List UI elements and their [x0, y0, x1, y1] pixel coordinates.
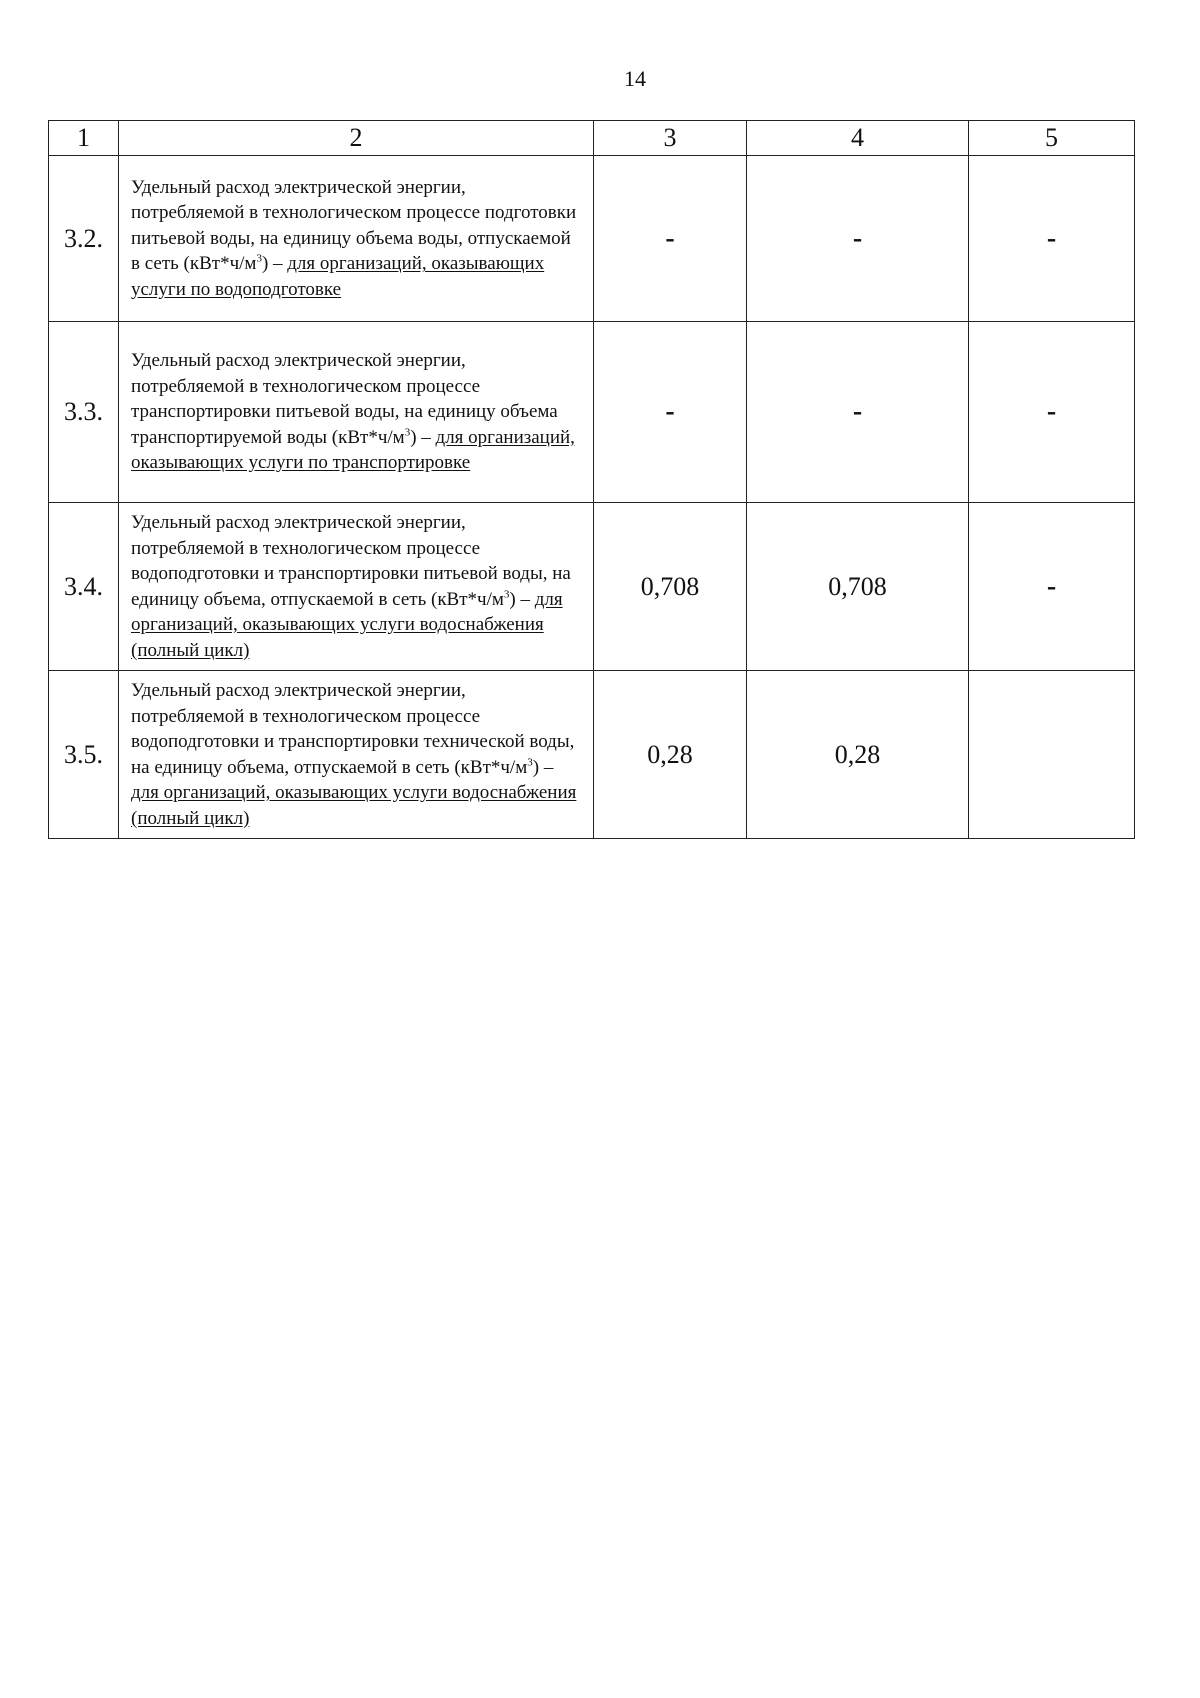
row-value-col5 [969, 671, 1135, 839]
row-value-col3: - [594, 156, 747, 322]
row-value-col5: - [969, 322, 1135, 503]
page-number: 14 [624, 66, 646, 91]
row-value-col4: - [747, 322, 969, 503]
header-cell-3: 3 [594, 121, 747, 156]
row-description: Удельный расход электрической энергии, потребляемой в технологическом процессе подготовки питьевой воды, на единицу объема воды, отпускаемой в сеть $(кВт*ч/м^3)$ – для организаций, оказывающих услуги по водоподготовке [119, 156, 594, 322]
indicators-table [48, 120, 1135, 839]
row-number: 3.4. [49, 503, 119, 671]
row-value-col3: 0,708 [594, 503, 747, 671]
header-cell-4: 4 [747, 121, 969, 156]
header-row [49, 121, 1135, 156]
row-number: 3.3. [49, 322, 119, 503]
table-row [49, 156, 1135, 322]
header-cell-1: 1 [49, 121, 119, 156]
row-value-col3: 0,28 [594, 671, 747, 839]
table-row [49, 503, 1135, 671]
row-description: Удельный расход электрической энергии, потребляемой в технологическом процессе водоподготовки и транспортировки питьевой воды, на единицу объема, отпускаемой в сеть $(кВт*ч/м^3)$ – для организаций, оказывающих услуги водоснабжения (полный цикл) [119, 503, 594, 671]
header-cell-2: 2 [119, 121, 594, 156]
header-cell-5: 5 [969, 121, 1135, 156]
row-number: 3.5. [49, 671, 119, 839]
row-description: Удельный расход электрической энергии, потребляемой в технологическом процессе транспортировки питьевой воды, на единицу объема транспортируемой воды $(кВт*ч/м^3)$ – для организаций, оказывающих услуги по транспортировке [119, 322, 594, 503]
row-value-col5: - [969, 156, 1135, 322]
table-row [49, 322, 1135, 503]
row-value-col5: - [969, 503, 1135, 671]
row-number: 3.2. [49, 156, 119, 322]
table-row [49, 671, 1135, 839]
row-value-col4: 0,708 [747, 503, 969, 671]
row-value-col4: 0,28 [747, 671, 969, 839]
row-value-col4: - [747, 156, 969, 322]
row-value-col3: - [594, 322, 747, 503]
row-description: Удельный расход электрической энергии, потребляемой в технологическом процессе водоподготовки и транспортировки технической воды, на единицу объема, отпускаемой в сеть $(кВт*ч/м^3)$ – для организаций, оказывающих услуги водоснабжения (полный цикл) [119, 671, 594, 839]
